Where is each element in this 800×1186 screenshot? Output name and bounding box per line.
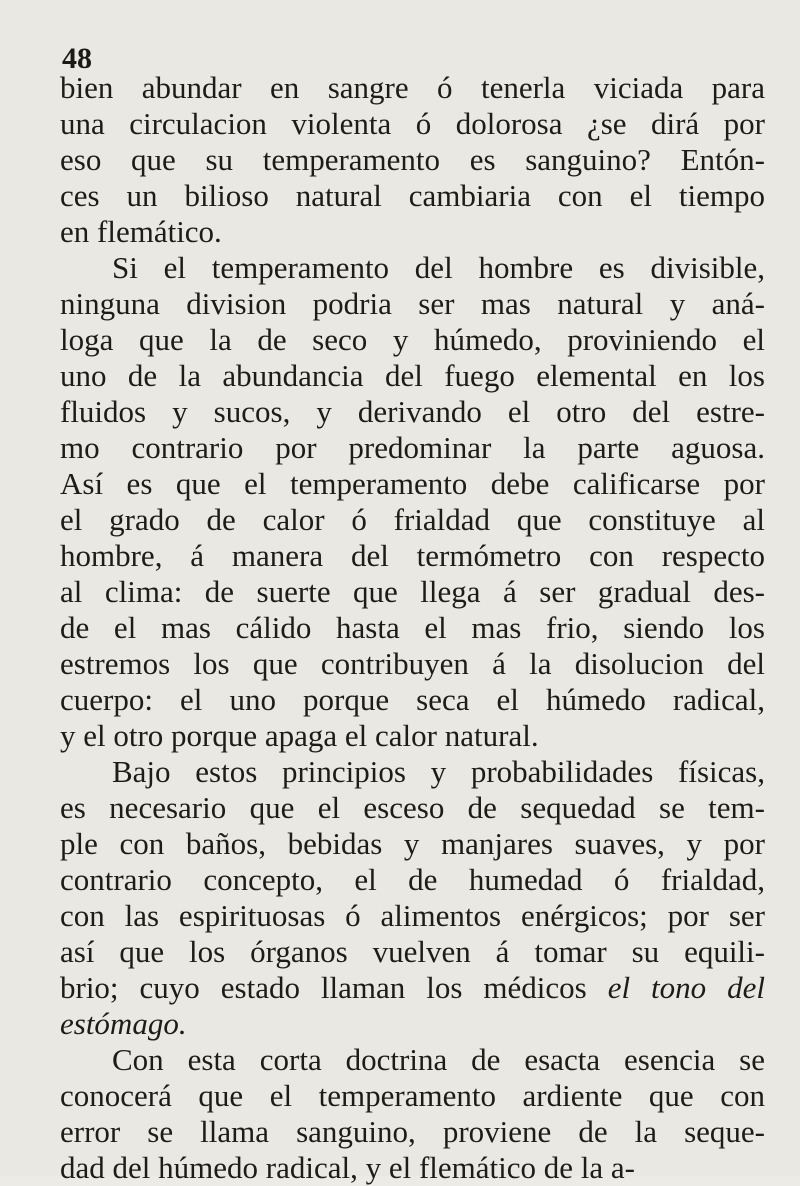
text-segment: al clima: de suerte que llega á ser gradual des- bbox=[60, 574, 765, 609]
text-line bbox=[60, 754, 765, 790]
text-line bbox=[60, 70, 765, 106]
text-line bbox=[60, 394, 765, 430]
text-segment: Con esta corta doctrina de esacta esencia se bbox=[112, 1042, 765, 1077]
text-line bbox=[60, 862, 765, 898]
text-segment: error se llama sanguino, proviene de la seque- bbox=[60, 1114, 765, 1149]
text-segment: ces un bilioso natural cambiaria con el tiempo bbox=[60, 178, 765, 213]
text-segment: ninguna division podria ser mas natural y aná- bbox=[60, 286, 765, 321]
text-segment: en flemático. bbox=[60, 214, 222, 249]
paragraph bbox=[60, 1042, 765, 1186]
text-line bbox=[60, 646, 765, 682]
text-segment: dad del húmedo radical, y el flemático de la a- bbox=[60, 1150, 635, 1185]
text-line bbox=[60, 1078, 765, 1114]
text-segment: cuerpo: el uno porque seca el húmedo radical, bbox=[60, 682, 765, 717]
text-line bbox=[60, 250, 765, 286]
text-segment: eso que su temperamento es sanguino? Entón- bbox=[60, 142, 765, 177]
text-segment: una circulacion violenta ó dolorosa ¿se dirá por bbox=[60, 106, 765, 141]
text-line bbox=[60, 1042, 765, 1078]
italic-text: estómago. bbox=[60, 1006, 187, 1041]
text-line bbox=[60, 178, 765, 214]
text-segment: loga que la de seco y húmedo, proviniendo el bbox=[60, 322, 765, 357]
text-line bbox=[60, 970, 765, 1006]
text-segment: y el otro porque apaga el calor natural. bbox=[60, 718, 539, 753]
text-line bbox=[60, 1150, 765, 1186]
text-line bbox=[60, 538, 765, 574]
paragraph bbox=[60, 754, 765, 1042]
text-line bbox=[60, 574, 765, 610]
text-segment: uno de la abundancia del fuego elemental en los bbox=[60, 358, 765, 393]
body-text bbox=[60, 70, 765, 1186]
text-segment: con las espirituosas ó alimentos enérgicos; por ser bbox=[60, 898, 765, 933]
text-segment: hombre, á manera del termómetro con respecto bbox=[60, 538, 765, 573]
text-line bbox=[60, 430, 765, 466]
text-segment: ple con baños, bebidas y manjares suaves, y por bbox=[60, 826, 765, 861]
text-line bbox=[60, 1006, 765, 1042]
text-segment: bien abundar en sangre ó tenerla viciada para bbox=[60, 70, 765, 105]
text-line bbox=[60, 898, 765, 934]
text-line bbox=[60, 682, 765, 718]
page-number: 48 bbox=[62, 42, 92, 75]
italic-text: el tono del bbox=[607, 970, 765, 1005]
text-line bbox=[60, 358, 765, 394]
text-segment: Así es que el temperamento debe calificarse por bbox=[60, 466, 765, 501]
text-segment: estremos los que contribuyen á la disolucion del bbox=[60, 646, 765, 681]
text-segment: es necesario que el esceso de sequedad se tem- bbox=[60, 790, 765, 825]
text-segment: Si el temperamento del hombre es divisible, bbox=[112, 250, 765, 285]
text-line bbox=[60, 106, 765, 142]
paragraph bbox=[60, 250, 765, 754]
text-line bbox=[60, 466, 765, 502]
text-segment: de el mas cálido hasta el mas frio, siendo los bbox=[60, 610, 765, 645]
text-line bbox=[60, 790, 765, 826]
text-line bbox=[60, 502, 765, 538]
text-segment: fluidos y sucos, y derivando el otro del estre- bbox=[60, 394, 765, 429]
text-line bbox=[60, 1114, 765, 1150]
text-segment: brio; cuyo estado llaman los médicos bbox=[60, 970, 608, 1005]
text-segment: conocerá que el temperamento ardiente que con bbox=[60, 1078, 765, 1113]
text-segment: contrario concepto, el de humedad ó frialdad, bbox=[60, 862, 765, 897]
text-line bbox=[60, 934, 765, 970]
text-line bbox=[60, 286, 765, 322]
text-line bbox=[60, 322, 765, 358]
text-line bbox=[60, 826, 765, 862]
paragraph bbox=[60, 70, 765, 250]
text-segment: Bajo estos principios y probabilidades físicas, bbox=[112, 754, 765, 789]
text-line bbox=[60, 142, 765, 178]
text-segment: así que los órganos vuelven á tomar su equili- bbox=[60, 934, 765, 969]
text-line bbox=[60, 610, 765, 646]
text-segment: el grado de calor ó frialdad que constituye al bbox=[60, 502, 765, 537]
text-line bbox=[60, 214, 765, 250]
text-line bbox=[60, 718, 765, 754]
text-segment: mo contrario por predominar la parte aguosa. bbox=[60, 430, 765, 465]
